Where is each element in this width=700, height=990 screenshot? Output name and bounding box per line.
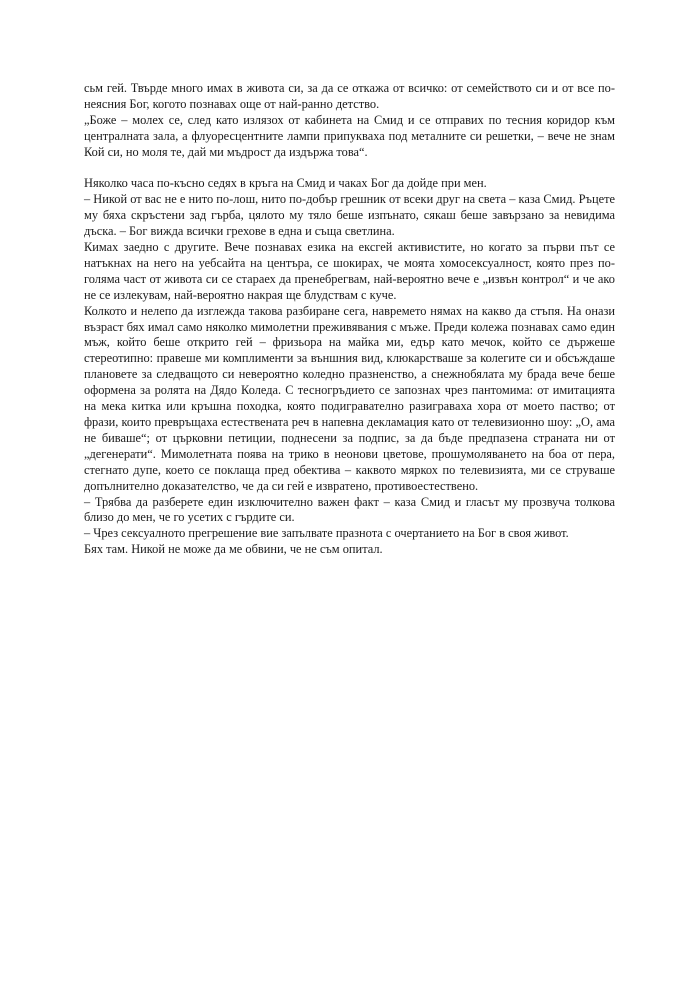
paragraph: Бях там. Никой не може да ме обвини, че не съм опитал. xyxy=(84,542,383,557)
paragraph: – Чрез сексуалното прегрешение вие запълвате празнота с очертанието на Бог в своя живот. xyxy=(84,526,569,541)
paragraph: – Трябва да разберете един изключително важен факт – каза Смид и гласът му прозвуча толкова близо до мен, че го усетих с гърдите си. xyxy=(84,494,615,525)
paragraph-spacer xyxy=(84,161,615,177)
paragraph: – Никой от вас не е нито по-лош, нито по-добър грешник от всеки друг на света – каза Смид. Ръцете му бяха скръстени зад гърба, цялото му тяло беше изпънато, сякаш беше завързано за невидима дъска. – Бог вижда всички грехове в една и съща светлина. xyxy=(84,192,615,239)
paragraph: „Боже – молех се, след като излязох от кабинета на Смид и се отправих по тесния коридор към централната зала, а флуоресцентните лампи припукваха под металните си решетки, – вече не знам Кой си, но моля те, дай ми мъдрост да издържа това“. xyxy=(84,112,615,159)
paragraph: Кимах заедно с другите. Вече познавах езика на ексгей активистите, но когато за първи път се натъкнах на него на уебсайта на центъра, се шокирах, че моята хомосексуалност, която през по-голяма част от живота си се стараех да пренебрегвам, най-вероятно вече е „извън контрол“ и че ако не се излекувам, най-вероятно накрая ще блудствам с куче. xyxy=(84,240,615,302)
paragraph: Няколко часа по-късно седях в кръга на Смид и чаках Бог да дойде при мен. xyxy=(84,176,487,191)
paragraph: сьм гей. Твърде много имах в живота си, за да се откажа от всичко: от семейството си и от все по-неясния Бог, когото познавах още от най-ранно детство. xyxy=(84,81,615,111)
paragraph: Колкото и нелепо да изглежда такова разбиране сега, навремето нямах на какво да стъпя. На онази възраст бях имал само няколко мимолетни преживявания с мъже. Преди колежа познавах само един мъж, който беше открито гей – фризьора на майка ми, едър като мечок, който се държеше стереотипно: правеше ми комплименти за външния вид, клюкарстваше за колегите си и обсъждаше плановете за следващото си невероятно коледно празненство, а снежнобялата му брада вече беше оформена за ролята на Дядо Коледа. С тесногръдието се запознах чрез пантомима: от имитацията на мека китка или кръшна походка, която подигравателно разигравaха хора от моето паство; от фрази, които превръщаха естествената реч в напевна декламация като от телевизионно шоу: „О, ама не биваше“; от църковни петиции, поднесени за подпис, за да бъде предпазена страната ни от „дегенерати“. Мимолетната поява на трико в неонови цветове, прошумоляването на боа от пера, стегнато дупе, което се поклаща пред обектива – каквото мяркох по телевизията, ми се струваше допълнително доказателство, че да си гей е извратено, противоестествено. xyxy=(84,303,615,493)
body-text xyxy=(84,81,615,558)
